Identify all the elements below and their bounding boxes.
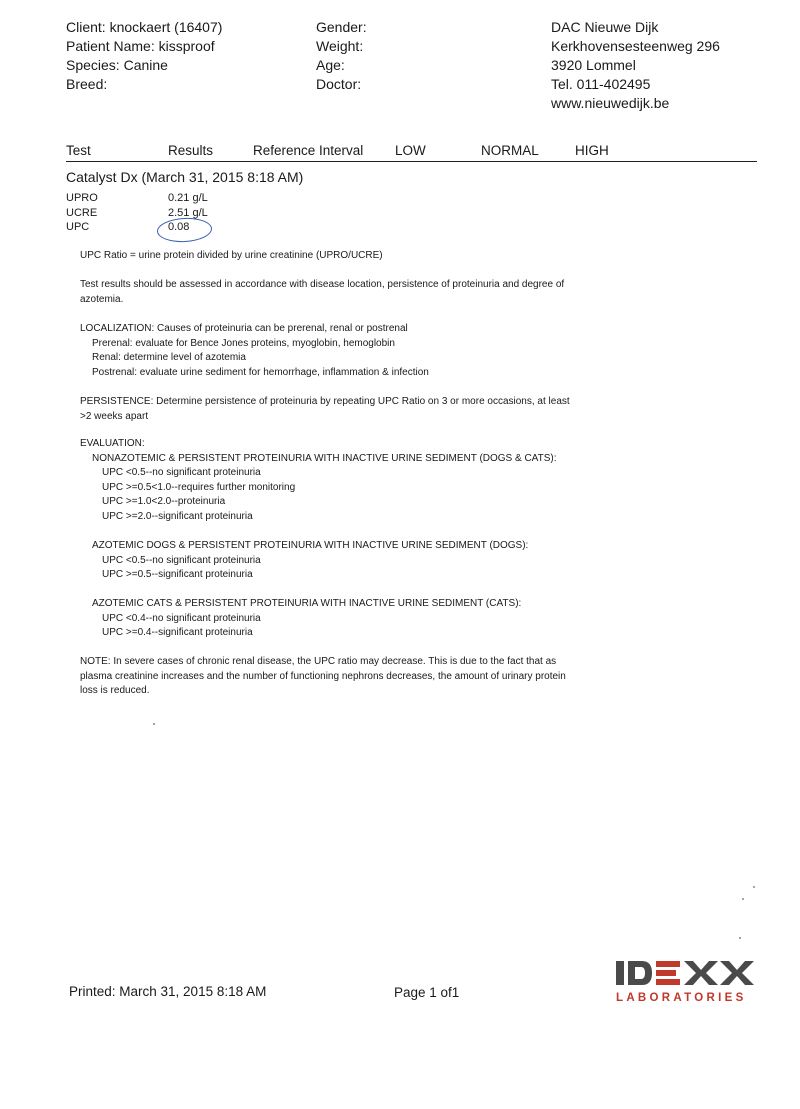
assessment-line: azotemia. <box>80 293 124 305</box>
clinic-phone: Tel. 011-402495 <box>551 76 651 92</box>
scan-speck <box>753 886 755 888</box>
localization-renal: Renal: determine level of azotemia <box>92 352 246 363</box>
result-value: 0.08 <box>168 221 190 233</box>
note-line: NOTE: In severe cases of chronic renal disease, the UPC ratio may decrease. This is due to the fact that as <box>80 656 557 667</box>
laboratories-wordmark: LABORATORIES <box>616 992 747 1004</box>
nonazotemic-item: UPC <0.5--no significant proteinuria <box>102 467 261 478</box>
result-name: UPRO <box>66 192 98 204</box>
azotemic-cats-item: UPC <0.4--no significant proteinuria <box>102 612 261 624</box>
note-section <box>80 655 566 699</box>
azotemic-dogs-section <box>80 539 528 583</box>
azotemic-cats-section <box>80 597 521 641</box>
age-field: Age: <box>316 57 345 73</box>
breed-field: Breed: <box>66 76 108 92</box>
nonazotemic-title: NONAZOTEMIC & PERSISTENT PROTEINURIA WITH INACTIVE URINE SEDIMENT (DOGS & CATS): <box>92 452 557 464</box>
client-field: Client: knockaert (16407) <box>66 19 223 35</box>
azotemic-dogs-title: AZOTEMIC DOGS & PERSISTENT PROTEINURIA WITH INACTIVE URINE SEDIMENT (DOGS): <box>92 540 529 551</box>
assessment-line: Test results should be assessed in accordance with disease location, persistence of proteinuria and degree of <box>80 279 565 290</box>
header-normal: NORMAL <box>481 143 539 158</box>
nonazotemic-item: UPC >=0.5<1.0--requires further monitoring <box>102 481 296 493</box>
azotemic-dogs-item: UPC >=0.5--significant proteinuria <box>102 569 253 580</box>
scan-speck <box>739 937 741 939</box>
localization-prerenal: Prerenal: evaluate for Bence Jones proteins, myoglobin, hemoglobin <box>92 337 395 349</box>
note-line: plasma creatinine increases and the number of functioning nephrons decreases, the amount of urinary protein <box>80 670 566 682</box>
result-value: 0.21 g/L <box>168 192 208 204</box>
result-name: UPC <box>66 221 90 233</box>
result-row <box>66 191 266 206</box>
clinic-street: Kerkhovensesteenweg 296 <box>551 38 720 54</box>
azotemic-cats-item: UPC >=0.4--significant proteinuria <box>102 627 253 638</box>
patient-name-field: Patient Name: kissproof <box>66 38 215 54</box>
assessment-note <box>80 278 564 307</box>
header-results: Results <box>168 143 214 158</box>
nonazotemic-item: UPC >=2.0--significant proteinuria <box>102 510 253 522</box>
header-test: Test <box>66 143 91 158</box>
persistence-line: >2 weeks apart <box>80 410 149 422</box>
results-table-header <box>66 143 756 161</box>
weight-field: Weight: <box>316 38 364 54</box>
species-field: Species: Canine <box>66 57 168 73</box>
ratio-definition: UPC Ratio = urine protein divided by urine creatinine (UPRO/UCRE) <box>80 250 383 261</box>
result-value: 2.51 g/L <box>168 206 208 219</box>
scan-speck <box>742 898 744 900</box>
patient-details <box>316 18 367 94</box>
header-reference: Reference Interval <box>253 143 364 158</box>
scan-speck <box>153 723 155 725</box>
result-row <box>66 206 266 221</box>
localization-title: LOCALIZATION: Causes of proteinuria can be prerenal, renal or postrenal <box>80 323 408 334</box>
note-line: loss is reduced. <box>80 685 150 696</box>
header-divider <box>66 161 757 162</box>
nonazotemic-item: UPC >=1.0<2.0--proteinuria <box>102 496 226 507</box>
section-title: Catalyst Dx (March 31, 2015 8:18 AM) <box>66 169 304 185</box>
result-name: UCRE <box>66 206 98 219</box>
header-high: HIGH <box>575 143 609 158</box>
clinic-website: www.nieuwedijk.be <box>551 95 670 111</box>
evaluation-title: EVALUATION: <box>80 438 145 449</box>
header-low: LOW <box>395 143 426 158</box>
azotemic-cats-title: AZOTEMIC CATS & PERSISTENT PROTEINURIA WITH INACTIVE URINE SEDIMENT (CATS): <box>92 598 522 609</box>
azotemic-dogs-item: UPC <0.5--no significant proteinuria <box>102 554 261 566</box>
clinic-city: 3920 Lommel <box>551 57 636 73</box>
clinic-name: DAC Nieuwe Dijk <box>551 19 659 35</box>
page-number: Page 1 of1 <box>394 985 460 1000</box>
persistence-section <box>80 395 570 424</box>
evaluation-section <box>80 437 557 524</box>
gender-field: Gender: <box>316 19 367 35</box>
clinic-address <box>551 18 720 113</box>
printed-timestamp: Printed: March 31, 2015 8:18 AM <box>69 984 267 999</box>
patient-info <box>66 18 222 94</box>
doctor-field: Doctor: <box>316 76 362 92</box>
localization-section <box>80 322 429 380</box>
persistence-line: PERSISTENCE: Determine persistence of proteinuria by repeating UPC Ratio on 3 or more occasions, at least <box>80 396 570 407</box>
localization-postrenal: Postrenal: evaluate urine sediment for hemorrhage, inflammation & infection <box>92 366 429 378</box>
